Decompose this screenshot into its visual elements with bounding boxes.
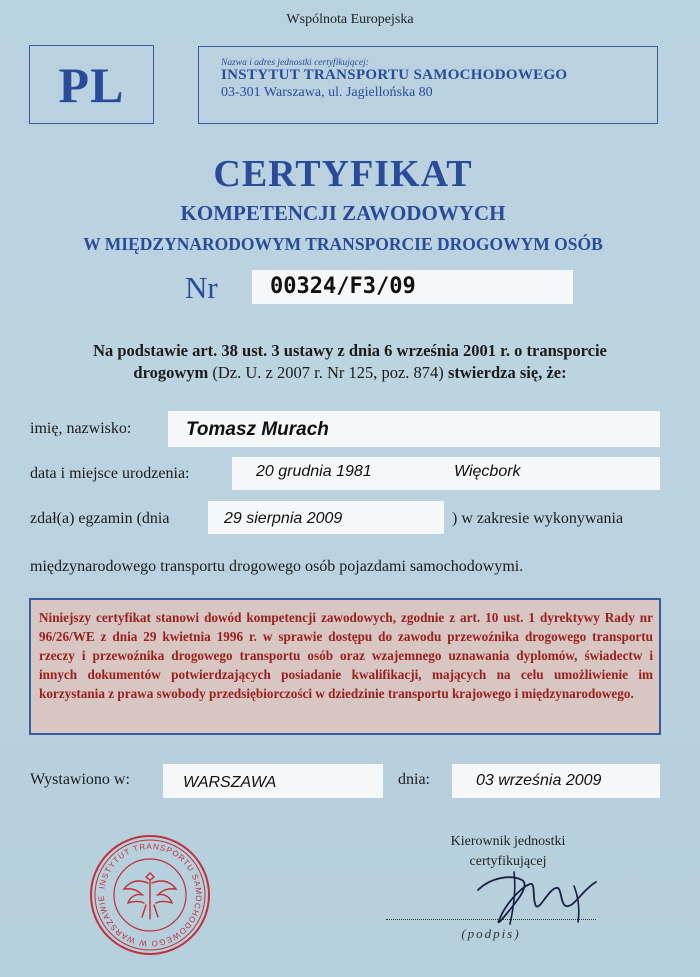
country-code-box [29, 45, 154, 124]
legal-basis-part1: Na podstawie art. 38 ust. 3 ustawy z dnia 6 września 2001 r. o transporcie [93, 341, 607, 360]
birth-label: data i miejsce urodzenia: [30, 465, 190, 482]
official-seal [88, 833, 212, 957]
institution-address: 03-301 Warszawa, ul. Jagiellońska 80 [221, 85, 433, 100]
legal-basis-part2: drogowym [133, 363, 209, 382]
signer-line1: Kierownik jednostki [450, 834, 566, 849]
name-field: Tomasz Murach [168, 411, 660, 447]
certificate-number-field: 00324/F3/09 [252, 270, 573, 304]
number-label: Nr [185, 270, 218, 305]
birth-place: Więcbork [454, 463, 521, 480]
legal-basis-part3: (Dz. U. z 2007 r. Nr 125, poz. 874) [208, 363, 448, 382]
community-label: Wspólnota Europejska [286, 12, 414, 27]
issue-place-field: WARSZAWA [163, 764, 383, 798]
signature-line [386, 911, 596, 920]
legal-basis-part4: stwierdza się, że: [447, 363, 567, 382]
institution-caption: Nazwa i adres jednostki certyfikującej: [221, 58, 369, 68]
birth-date: 20 grudnia 1981 [256, 463, 372, 480]
seal-text: INSTYTUT TRANSPORTU SAMOCHODOWEGO W WARSZAWIE [96, 841, 204, 949]
certificate-title: CERTYFIKAT [213, 153, 473, 195]
name-label: imię, nazwisko: [30, 420, 132, 437]
notice-text: Niniejszy certyfikat stanowi dowód kompetencji zawodowych, zgodnie z art. 10 ust. 1 dyrektywy Rady nr 96/26/WE z dnia 29 kwietnia 1996 r. w sprawie dostępu do zawodu przewoźnika drogowego transportu rzeczy i przewoźnika drogowego transportu osób oraz wzajemnego uznawania dyplomów, świadectw i innych dokumentów potwierdzających posiadanie kwalifikacji, mających na celu umożliwienie im korzystania z prawa swobody przedsiębiorczości w dziedzinie transportu krajowego i międzynarodowego. [39, 610, 653, 701]
eagle-emblem-icon [124, 873, 176, 919]
notice-box [29, 598, 661, 735]
signature-caption: (podpis) [461, 926, 521, 941]
scope-text: międzynarodowego transportu drogowego osób pojazdami samochodowymi. [30, 558, 524, 575]
legal-basis [30, 340, 670, 384]
issue-place-label: Wystawiono w: [30, 771, 130, 788]
issue-date-field: 03 września 2009 [452, 764, 660, 798]
signer-line2: certyfikującej [469, 854, 547, 869]
institution-box [198, 46, 658, 124]
issue-date-label: dnia: [398, 771, 430, 788]
exam-label: zdał(a) egzamin (dnia [30, 510, 170, 527]
exam-suffix: ) w zakresie wykonywania [452, 510, 624, 527]
country-code: PL [58, 56, 125, 113]
exam-date-field: 29 sierpnia 2009 [208, 501, 444, 534]
birth-field [232, 457, 660, 490]
certificate-scope-title: W MIĘDZYNARODOWYM TRANSPORCIE DROGOWYM OSÓB [83, 234, 603, 254]
certificate-subtitle: KOMPETENCJI ZAWODOWYCH [180, 201, 506, 225]
institution-name: INSTYTUT TRANSPORTU SAMOCHODOWEGO [221, 67, 568, 83]
